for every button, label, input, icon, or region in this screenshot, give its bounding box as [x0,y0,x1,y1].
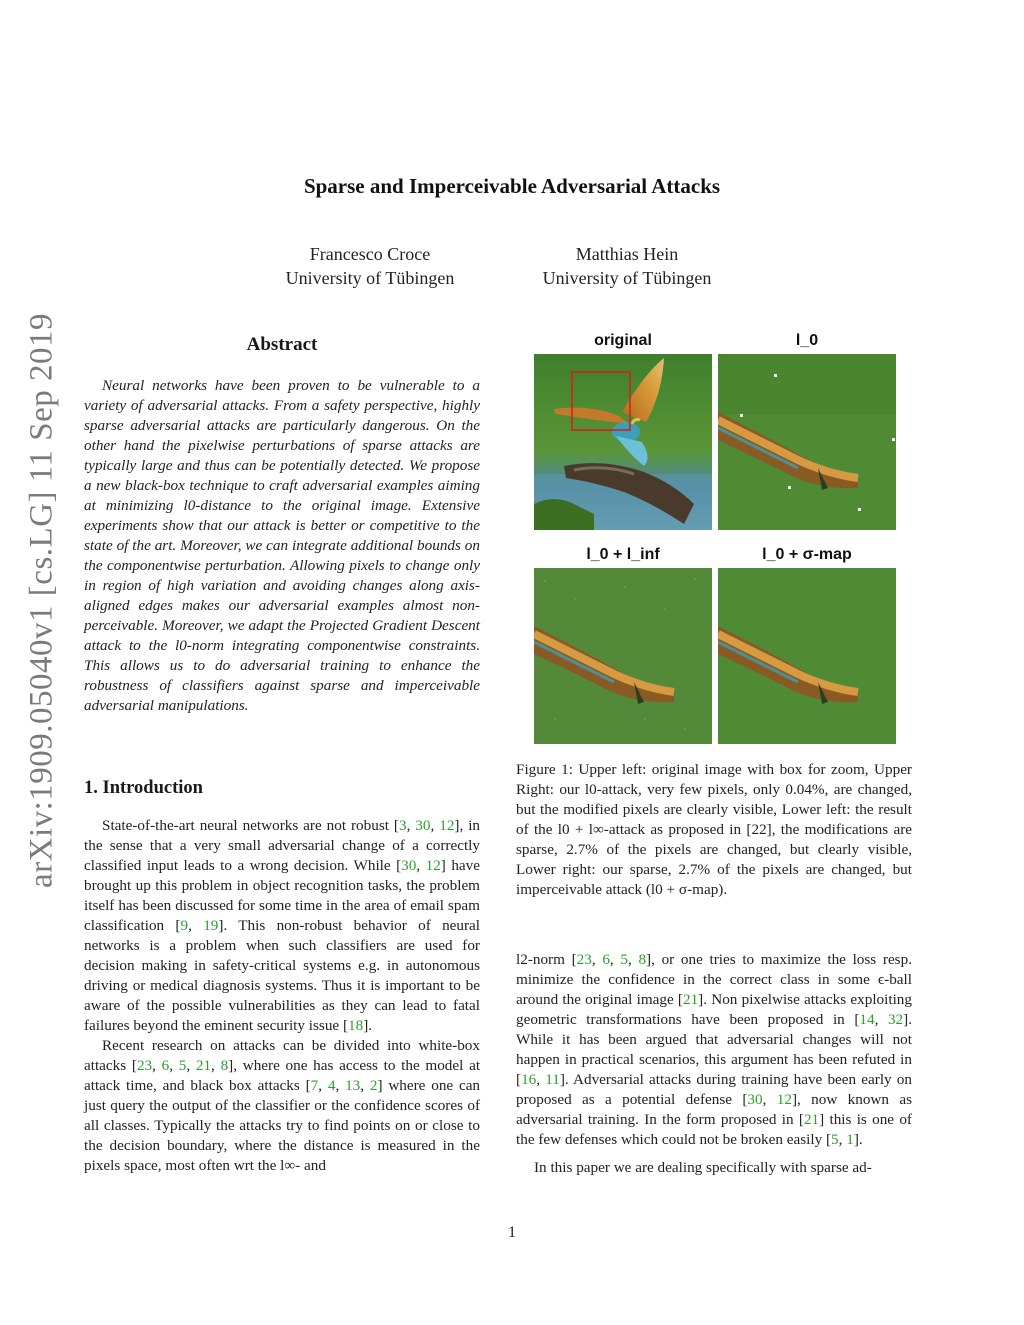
citation-link[interactable]: 32 [887,1011,904,1028]
citation-link[interactable]: 3 [398,817,407,834]
l0-linf-attack-image [534,568,712,744]
citation-link[interactable]: 19 [203,917,219,934]
citation-link[interactable]: 2 [369,1077,378,1094]
citation-link[interactable]: 1 [846,1131,854,1148]
l0-attack-image [718,354,896,530]
author-block-1 [230,242,510,290]
citation-link[interactable]: 14 [859,1011,875,1028]
citation-link[interactable]: 13 [345,1077,361,1094]
citation-link[interactable]: 7 [310,1077,319,1094]
citation-link[interactable]: 30 [401,857,417,874]
author-name: Francesco Croce [309,244,431,264]
citation-link[interactable]: 12 [776,1091,792,1108]
citation-link[interactable]: 12 [425,857,441,874]
figure-label-l0-linf: l_0 + l_inf [586,546,660,563]
abstract-heading: Abstract [246,334,318,355]
citation-link[interactable]: 12 [439,817,455,834]
citation-link[interactable]: 18 [348,1017,364,1034]
figure-1 [534,330,896,750]
intro-paragraph-1: State-of-the-art neural networks are not robust [3, 30, 12], in the sense that a very small adversarial change of a correctly classified input leads to a wrong decision. While [30, 12] have brought up this problem in object recognition tasks, the problem itself has been discussed for some time in the area of email spam classification [9, 19]. This non-robust behavior of neural networks is a problem when such classifiers are used for decision making in safety-critical systems e.g. in autonomous driving or medical diagnosis systems. Thus it is important to be aware of the possible vulnerabilities as they can lead to fatal failures beyond the eminent security issue [18]. [84,817,481,1034]
figure-label-l0: l_0 [795,332,819,349]
citation-link[interactable]: 11 [545,1071,560,1088]
citation-link[interactable]: 5 [831,1131,839,1148]
citation-link[interactable]: 6 [602,951,610,968]
citation-link[interactable]: 21 [682,991,699,1008]
citation-link[interactable]: 23 [576,951,592,968]
citation-link[interactable]: 16 [521,1071,537,1088]
citation-link[interactable]: 30 [415,817,431,834]
citation-link[interactable]: 9 [180,917,189,934]
citation-link[interactable]: 21 [195,1057,212,1074]
citation-link[interactable]: 30 [747,1091,763,1108]
citation-link[interactable]: 5 [620,951,628,968]
citation-link[interactable]: 8 [638,951,647,968]
intro-right-column [516,950,912,1178]
intro-paragraph-3: l2-norm [23, 6, 5, 8], or one tries to maximize the loss resp. minimize the confidence in the correct class in some ϵ-ball around the original image [21]. Non pixelwise attacks exploiting geometric transformations have been proposed in [14, 32]. While it has been argued that adversarial changes will not happen in practical scenarios, this argument has been refuted in [16, 11]. Adversarial attacks during training have been early on proposed as a potential defense [30, 12], now known as adversarial training. In the form proposed in [21] this is one of the few defenses which could not be broken easily [5, 1]. [516,951,912,1148]
citation-link[interactable]: 4 [327,1077,336,1094]
author-affiliation: University of Tübingen [542,268,712,288]
intro-paragraph-4: In this paper we are dealing specifically with sparse ad- [534,1159,872,1176]
abstract-text: Neural networks have been proven to be vulnerable to a variety of adversarial attacks. From a safety perspective, highly sparse adversarial attacks are particularly dangerous. On the other hand the pixelwise perturbations of sparse attacks are typically large and thus can be potentially detected. We propose a new black-box technique to craft adversarial examples aiming at minimizing l0-distance to the original image. Extensive experiments show that our attack is better or competitive to the state of the art. Moreover, we can integrate additional bounds on the componentwise perturbation. Allowing pixels to change only in region of high variation and avoiding changes along axis-aligned edges makes our adversarial examples almost non-perceivable. Moreover, we adapt the Projected Gradient Descent attack to the l0-norm integrating componentwise constraints. This allows us to do adversarial training to enhance the robustness of classifiers against sparse and imperceivable adversarial manipulations. [84,377,480,714]
page-number: 1 [508,1224,516,1241]
figure-label-original: original [594,332,652,349]
author-affiliation: University of Tübingen [285,268,455,288]
figure-label-l0-sigma: l_0 + σ-map [762,546,852,563]
citation-link[interactable]: 23 [136,1057,153,1074]
l0-sigma-attack-image [718,568,896,744]
author-name: Matthias Hein [575,244,679,264]
section-heading: 1. Introduction [84,778,203,798]
paper-title: Sparse and Imperceivable Adversarial Attacks [303,174,721,198]
author-block-2 [487,242,767,290]
arxiv-identifier: arXiv:1909.05040v1 [cs.LG] 11 Sep 2019 [23,312,60,888]
figure-caption: Figure 1: Upper left: original image with box for zoom, Upper Right: our l0-attack, very few pixels, only 0.04%, are changed, but the modified pixels are clearly visible, Lower left: the result of the l0 + l∞-attack as proposed in [22], the modifications are sparse, 2.7% of the pixels are changed, but clearly visible, Lower right: our sparse, 2.7% of the pixels are changed, but imperceivable attack (l0 + σ-map). [516,761,912,898]
citation-link[interactable]: 6 [161,1057,170,1074]
citation-link[interactable]: 8 [220,1057,229,1074]
citation-link[interactable]: 21 [803,1111,820,1128]
intro-paragraph-2: Recent research on attacks can be divided into white-box attacks [23, 6, 5, 21, 8], where one has access to the model at attack time, and black box attacks [7, 4, 13, 2] where one can just query the output of the classifier or the confidence scores of all classes. Typically the attacks try to find points on or close to the decision boundary, where the distance is measured in the pixels space, most often wrt the l∞- and [84,1037,481,1174]
original-image [534,354,712,530]
intro-left-column [84,816,480,1176]
citation-link[interactable]: 5 [178,1057,187,1074]
